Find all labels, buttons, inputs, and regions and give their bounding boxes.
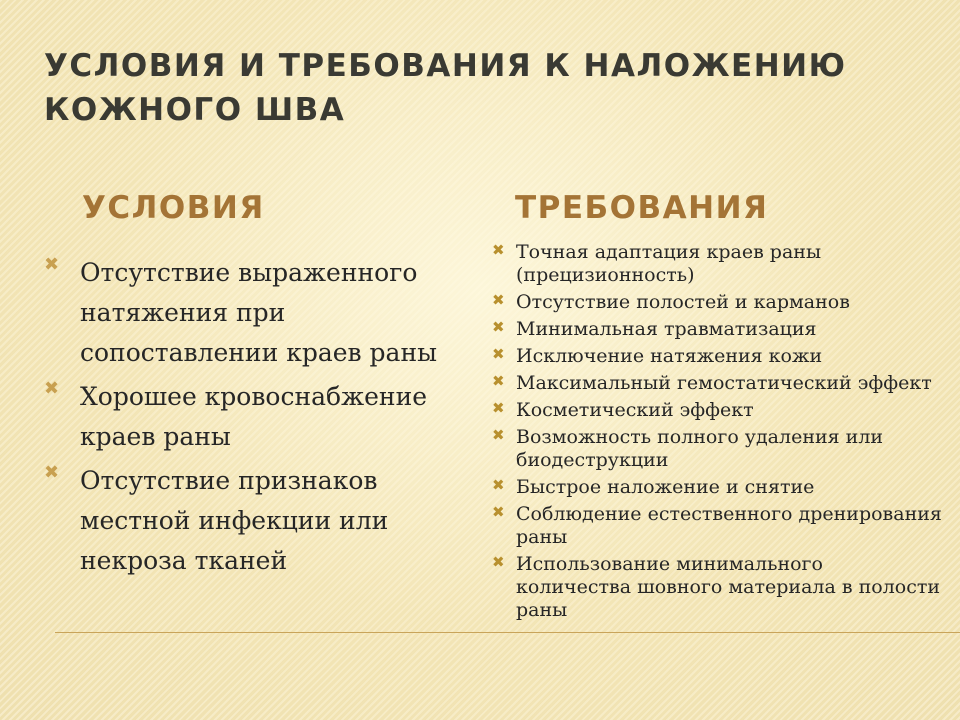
requirement-text: Использование минимального количества шовного материала в полости раны [516, 553, 941, 621]
bullet-x-icon: ✖ [492, 553, 505, 571]
requirement-text: Соблюдение естественного дренирования раны [516, 503, 942, 548]
requirement-text: Косметический эффект [516, 399, 754, 421]
requirement-text: Точная адаптация краев раны (прецизионность) [516, 241, 822, 286]
bullet-x-icon: ✖ [44, 254, 60, 275]
list-item [492, 399, 942, 422]
requirements-heading: ТРЕБОВАНИЯ [515, 190, 769, 226]
requirement-text: Максимальный гемостатический эффект [516, 372, 932, 394]
condition-text: Отсутствие признаков местной инфекции или некроза тканей [80, 466, 389, 575]
bullet-x-icon: ✖ [492, 426, 505, 444]
conditions-list [42, 253, 462, 585]
conditions-heading: УСЛОВИЯ [82, 190, 265, 226]
bullet-x-icon: ✖ [44, 378, 60, 399]
list-item [492, 318, 942, 341]
bullet-x-icon: ✖ [492, 291, 505, 309]
bullet-x-icon: ✖ [492, 345, 505, 363]
list-item [492, 426, 942, 472]
list-item [492, 503, 942, 549]
requirements-list [492, 241, 942, 626]
requirement-text: Отсутствие полостей и карманов [516, 291, 850, 313]
requirement-text: Минимальная травматизация [516, 318, 817, 340]
bullet-x-icon: ✖ [44, 462, 60, 483]
requirement-text: Возможность полного удаления или биодеструкции [516, 426, 884, 471]
list-item [492, 553, 942, 622]
footer-divider [55, 632, 960, 633]
list-item [492, 372, 942, 395]
list-item [492, 241, 942, 287]
condition-text: Хорошее кровоснабжение краев раны [80, 382, 428, 451]
bullet-x-icon: ✖ [492, 399, 505, 417]
slide-title: УСЛОВИЯ И ТРЕБОВАНИЯ К НАЛОЖЕНИЮ КОЖНОГО ШВА [44, 48, 847, 128]
list-item [492, 476, 942, 499]
list-item [42, 377, 462, 457]
list-item [42, 253, 462, 373]
condition-text: Отсутствие выраженного натяжения при сопоставлении краев раны [80, 258, 438, 367]
requirement-text: Быстрое наложение и снятие [516, 476, 815, 498]
bullet-x-icon: ✖ [492, 476, 505, 494]
bullet-x-icon: ✖ [492, 318, 505, 336]
bullet-x-icon: ✖ [492, 503, 505, 521]
list-item [42, 461, 462, 581]
list-item [492, 345, 942, 368]
bullet-x-icon: ✖ [492, 372, 505, 390]
bullet-x-icon: ✖ [492, 241, 505, 259]
requirement-text: Исключение натяжения кожи [516, 345, 823, 367]
list-item [492, 291, 942, 314]
